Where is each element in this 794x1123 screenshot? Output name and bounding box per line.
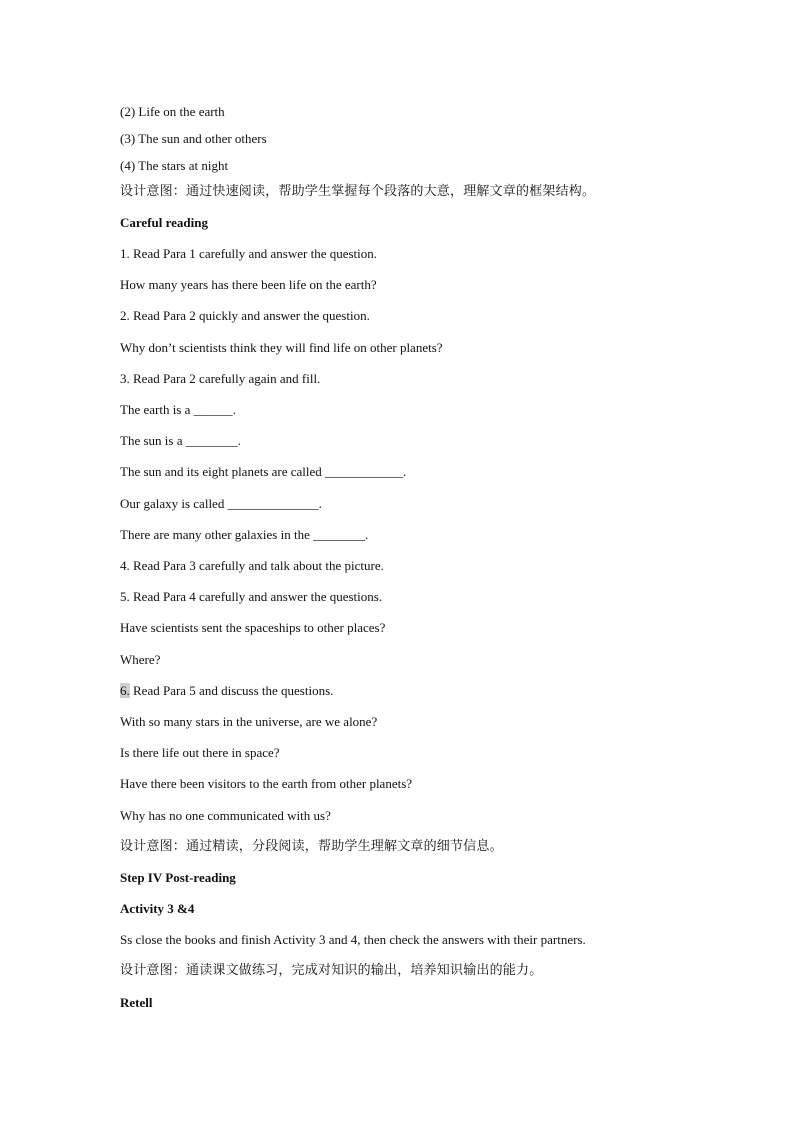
question-text: Have there been visitors to the earth from other planets? — [120, 776, 413, 791]
question-instruction — [120, 683, 333, 699]
list-item: (2) Life on the earth — [120, 104, 225, 119]
section-heading: Retell — [120, 995, 153, 1010]
design-intent-note: 设计意图：通过快速阅读，帮助学生掌握每个段落的大意，理解文章的框架结构。 — [120, 184, 596, 199]
question-instruction: 1. Read Para 1 carefully and answer the question. — [120, 246, 378, 261]
list-item: (3) The sun and other others — [120, 131, 267, 146]
question-text: Why don’t scientists think they will find life on other planets? — [120, 340, 443, 355]
paragraph: Ss close the books and finish Activity 3 and 4, then check the answers with their partners. — [120, 932, 586, 947]
fill-blank-line: Our galaxy is called ______________. — [120, 496, 322, 511]
question-instruction: 4. Read Para 3 carefully and talk about the picture. — [120, 558, 384, 573]
question-text: Why has no one communicated with us? — [120, 808, 331, 823]
question-text: Is there life out there in space? — [120, 745, 280, 760]
design-intent-note: 设计意图：通过精读，分段阅读，帮助学生理解文章的细节信息。 — [120, 839, 503, 854]
section-heading: Careful reading — [120, 215, 208, 230]
section-heading: Activity 3 &4 — [120, 901, 195, 916]
highlighted-number: 6. — [120, 683, 130, 698]
question-instruction: 5. Read Para 4 carefully and answer the questions. — [120, 589, 383, 604]
question-instruction-text: Read Para 5 and discuss the questions. — [129, 683, 334, 698]
fill-blank-line: The sun is a ________. — [120, 433, 241, 448]
list-item: (4) The stars at night — [120, 158, 229, 173]
section-heading: Step IV Post-reading — [120, 870, 236, 885]
fill-blank-line: The sun and its eight planets are called ____________. — [120, 464, 407, 479]
question-text: With so many stars in the universe, are we alone? — [120, 714, 378, 729]
question-text: How many years has there been life on the earth? — [120, 277, 377, 292]
question-instruction: 2. Read Para 2 quickly and answer the question. — [120, 308, 370, 323]
question-instruction: 3. Read Para 2 carefully again and fill. — [120, 371, 321, 386]
fill-blank-line: There are many other galaxies in the ________. — [120, 527, 369, 542]
design-intent-note: 设计意图：通读课文做练习，完成对知识的输出，培养知识输出的能力。 — [120, 963, 543, 978]
question-text: Where? — [120, 652, 161, 667]
question-text: Have scientists sent the spaceships to other places? — [120, 620, 386, 635]
fill-blank-line: The earth is a ______. — [120, 402, 236, 417]
